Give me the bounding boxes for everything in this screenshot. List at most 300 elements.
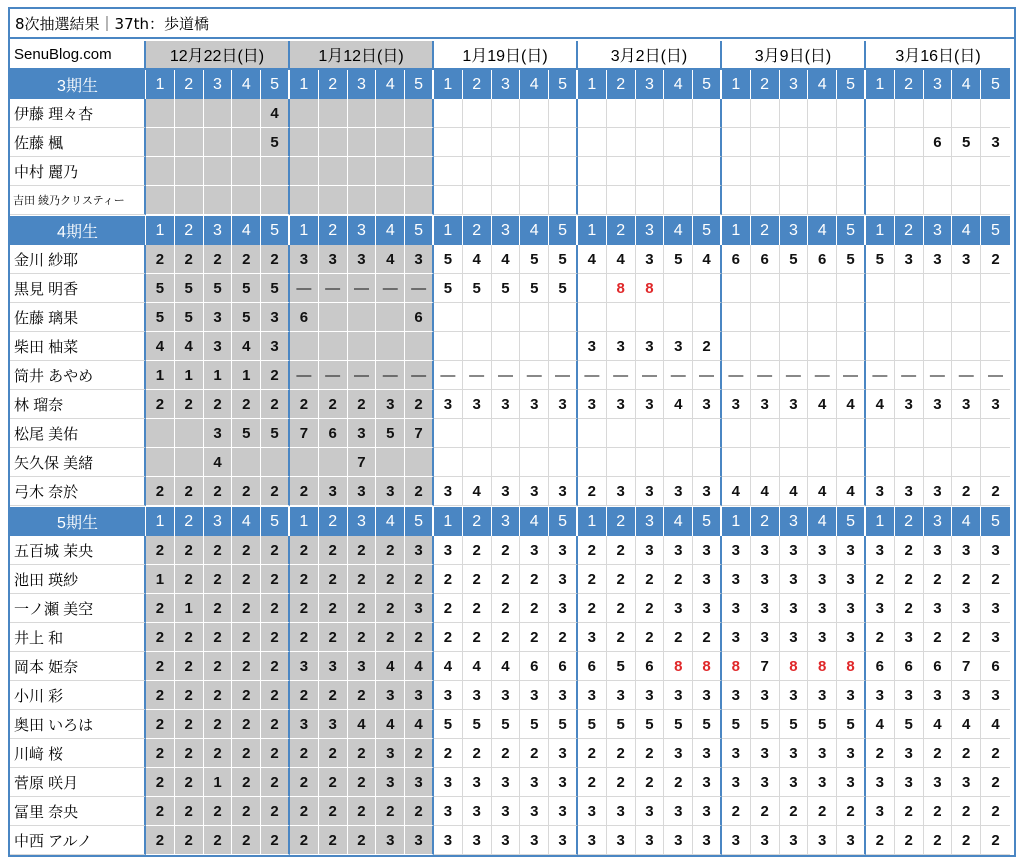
result-cell: 3 (434, 536, 463, 565)
result-cell: 5 (866, 245, 895, 274)
result-cell: 2 (261, 594, 290, 623)
result-cell: 6 (636, 652, 665, 681)
result-cell (204, 186, 233, 215)
slot-number: 5 (549, 70, 578, 99)
result-cell: 2 (319, 797, 348, 826)
result-cell: — (981, 361, 1010, 390)
result-cell: 2 (319, 768, 348, 797)
result-cell (520, 332, 549, 361)
result-cell: 3 (751, 565, 780, 594)
result-cell (290, 332, 319, 361)
member-name: 佐藤 楓 (10, 128, 146, 157)
result-cell (722, 186, 751, 215)
result-cell: 2 (146, 623, 175, 652)
member-row (10, 332, 1014, 361)
result-cell (319, 157, 348, 186)
slot-number: 2 (895, 70, 924, 99)
result-cell (693, 128, 722, 157)
result-cell: 3 (376, 768, 405, 797)
result-cell: 5 (549, 274, 578, 303)
result-cell: 3 (664, 536, 693, 565)
result-cell: 2 (232, 594, 261, 623)
result-cell (952, 419, 981, 448)
date-header-row (10, 41, 1014, 70)
result-cell (607, 186, 636, 215)
result-cell: 5 (578, 710, 607, 739)
member-name: 奥田 いろは (10, 710, 146, 739)
result-cell: 4 (492, 245, 521, 274)
slot-number: 3 (780, 216, 809, 245)
result-cell: 4 (578, 245, 607, 274)
result-cell: 5 (175, 303, 204, 332)
result-cell: 3 (578, 623, 607, 652)
result-cell: 8 (808, 652, 837, 681)
result-cell: 5 (549, 710, 578, 739)
result-cell: 2 (895, 594, 924, 623)
slot-number: 2 (463, 507, 492, 536)
result-cell: 2 (578, 477, 607, 506)
result-cell: 3 (578, 332, 607, 361)
result-cell (549, 99, 578, 128)
result-cell (837, 303, 866, 332)
result-cell: 2 (175, 477, 204, 506)
site-label: SenuBlog.com (10, 41, 146, 70)
result-cell (204, 128, 233, 157)
slot-number: 2 (319, 507, 348, 536)
result-cell (664, 128, 693, 157)
result-cell: 2 (319, 565, 348, 594)
result-cell (981, 157, 1010, 186)
result-cell: 3 (751, 536, 780, 565)
result-cell: 2 (146, 477, 175, 506)
result-cell: 6 (549, 652, 578, 681)
result-cell: 2 (981, 739, 1010, 768)
slot-number: 5 (549, 216, 578, 245)
result-cell: 2 (319, 623, 348, 652)
result-cell: 2 (146, 826, 175, 855)
result-cell: 3 (636, 681, 665, 710)
result-cell: 8 (664, 652, 693, 681)
result-cell (895, 274, 924, 303)
slot-number: 3 (636, 70, 665, 99)
result-cell: 3 (549, 565, 578, 594)
slot-number: 5 (261, 70, 290, 99)
result-cell: — (463, 361, 492, 390)
result-cell: 5 (952, 128, 981, 157)
result-cell: 2 (146, 710, 175, 739)
result-cell: — (607, 361, 636, 390)
slot-number: 2 (607, 70, 636, 99)
member-name: 菅原 咲月 (10, 768, 146, 797)
result-cell: 2 (895, 536, 924, 565)
result-cell: 3 (290, 245, 319, 274)
result-cell: 1 (204, 361, 233, 390)
result-cell: 3 (607, 332, 636, 361)
result-cell: 2 (520, 739, 549, 768)
member-row (10, 157, 1014, 186)
result-cell: 3 (780, 390, 809, 419)
result-cell: 3 (693, 681, 722, 710)
result-cell: 3 (924, 536, 953, 565)
slot-number: 4 (808, 216, 837, 245)
result-cell: 3 (549, 681, 578, 710)
result-cell: 6 (722, 245, 751, 274)
result-cell: 5 (175, 274, 204, 303)
result-cell (146, 186, 175, 215)
result-cell: 2 (204, 797, 233, 826)
result-cell: 2 (434, 594, 463, 623)
result-cell (664, 186, 693, 215)
result-cell: 4 (952, 710, 981, 739)
result-cell (405, 186, 434, 215)
result-cell: 2 (175, 565, 204, 594)
result-cell: 2 (693, 623, 722, 652)
result-cell: 3 (492, 797, 521, 826)
result-cell (549, 448, 578, 477)
member-row (10, 710, 1014, 739)
result-cell (520, 186, 549, 215)
result-cell: 4 (808, 390, 837, 419)
result-cell: 3 (405, 594, 434, 623)
result-cell (434, 99, 463, 128)
result-cell: 3 (636, 477, 665, 506)
result-cell: 3 (376, 739, 405, 768)
result-cell (607, 128, 636, 157)
slot-number: 5 (261, 507, 290, 536)
result-cell (866, 419, 895, 448)
result-cell (261, 448, 290, 477)
result-cell: 4 (376, 245, 405, 274)
result-cell (607, 448, 636, 477)
result-cell (837, 99, 866, 128)
date-header: 1月12日(日) (290, 41, 434, 70)
result-cell (751, 332, 780, 361)
result-cell (952, 332, 981, 361)
result-cell: 2 (952, 623, 981, 652)
result-cell: 2 (463, 594, 492, 623)
result-cell: 3 (319, 652, 348, 681)
result-cell: — (952, 361, 981, 390)
result-cell (895, 186, 924, 215)
result-cell: 8 (607, 274, 636, 303)
result-cell (319, 128, 348, 157)
result-cell: 3 (751, 390, 780, 419)
result-cell: 4 (463, 477, 492, 506)
result-cell: 2 (232, 245, 261, 274)
slot-number: 5 (981, 507, 1010, 536)
result-cell: 2 (290, 536, 319, 565)
result-cell (895, 419, 924, 448)
slot-number: 3 (924, 216, 953, 245)
result-cell: 3 (376, 477, 405, 506)
result-cell: 3 (319, 477, 348, 506)
result-cell: 2 (175, 623, 204, 652)
result-cell (780, 448, 809, 477)
result-cell: 6 (405, 303, 434, 332)
result-cell: 3 (780, 739, 809, 768)
result-cell: 3 (693, 826, 722, 855)
result-cell (751, 186, 780, 215)
result-cell: — (405, 361, 434, 390)
result-cell: 4 (376, 710, 405, 739)
date-header: 3月16日(日) (866, 41, 1010, 70)
result-cell (319, 186, 348, 215)
result-cell (348, 128, 377, 157)
result-cell (952, 186, 981, 215)
result-cell: 5 (751, 710, 780, 739)
result-cell: 4 (376, 652, 405, 681)
result-cell (952, 99, 981, 128)
slot-number: 4 (952, 70, 981, 99)
result-cell: 2 (348, 797, 377, 826)
result-cell: 2 (175, 797, 204, 826)
result-cell: 4 (492, 652, 521, 681)
result-cell: 2 (232, 739, 261, 768)
member-name: 金川 紗耶 (10, 245, 146, 274)
member-name: 黒見 明香 (10, 274, 146, 303)
result-cell: 3 (693, 797, 722, 826)
slot-number: 2 (607, 507, 636, 536)
slot-number: 3 (348, 70, 377, 99)
result-cell: — (319, 274, 348, 303)
result-cell: 3 (895, 477, 924, 506)
result-cell: 2 (232, 623, 261, 652)
result-cell: 2 (549, 623, 578, 652)
result-cell: — (319, 361, 348, 390)
result-cell: 3 (261, 303, 290, 332)
result-cell (952, 448, 981, 477)
result-cell: 3 (549, 768, 578, 797)
result-cell (924, 303, 953, 332)
slot-number: 3 (492, 70, 521, 99)
slot-number: 5 (981, 70, 1010, 99)
result-cell: 2 (607, 739, 636, 768)
result-cell: 5 (463, 274, 492, 303)
result-cell (751, 274, 780, 303)
result-cell: 2 (636, 594, 665, 623)
result-cell: 3 (434, 768, 463, 797)
result-cell: 2 (405, 390, 434, 419)
result-cell: 3 (463, 768, 492, 797)
result-cell: 3 (808, 768, 837, 797)
result-cell: 3 (376, 681, 405, 710)
result-cell: 6 (895, 652, 924, 681)
result-cell (808, 99, 837, 128)
result-cell: 2 (175, 710, 204, 739)
result-cell: 3 (693, 594, 722, 623)
result-cell: — (492, 361, 521, 390)
slot-number: 4 (232, 216, 261, 245)
result-cell: 3 (664, 739, 693, 768)
result-cell (981, 332, 1010, 361)
result-cell: 4 (693, 245, 722, 274)
member-name: 松尾 美佑 (10, 419, 146, 448)
result-cell (981, 186, 1010, 215)
result-cell: 3 (520, 536, 549, 565)
result-cell: 4 (463, 245, 492, 274)
result-cell (492, 157, 521, 186)
result-cell (924, 157, 953, 186)
result-cell: 2 (261, 652, 290, 681)
member-row (10, 448, 1014, 477)
result-cell: 2 (146, 390, 175, 419)
result-cell: 2 (952, 477, 981, 506)
result-cell (981, 448, 1010, 477)
result-cell (376, 448, 405, 477)
result-cell (146, 448, 175, 477)
result-cell: 5 (607, 652, 636, 681)
result-cell: 2 (204, 623, 233, 652)
result-cell: 3 (924, 390, 953, 419)
slot-number: 4 (952, 507, 981, 536)
result-cell (636, 128, 665, 157)
result-cell (578, 419, 607, 448)
slot-number: 5 (405, 216, 434, 245)
result-cell (607, 157, 636, 186)
result-cell: 3 (549, 390, 578, 419)
result-cell: 1 (175, 594, 204, 623)
slot-number: 5 (549, 507, 578, 536)
result-cell: 2 (981, 797, 1010, 826)
result-cell: 2 (204, 565, 233, 594)
result-cell (952, 157, 981, 186)
result-cell: 3 (549, 826, 578, 855)
result-cell: 2 (607, 565, 636, 594)
result-cell (866, 186, 895, 215)
result-cell: 2 (290, 681, 319, 710)
result-cell (780, 128, 809, 157)
member-row (10, 274, 1014, 303)
result-cell: 2 (319, 536, 348, 565)
result-cell: 4 (808, 477, 837, 506)
result-cell (319, 448, 348, 477)
result-cell: 4 (866, 390, 895, 419)
result-cell: 3 (636, 797, 665, 826)
member-row (10, 477, 1014, 506)
result-cell: 2 (348, 623, 377, 652)
member-name: 吉田 綾乃クリスティー (10, 186, 146, 215)
result-cell (808, 186, 837, 215)
result-cell: 3 (549, 477, 578, 506)
result-cell (751, 99, 780, 128)
result-cell: 6 (751, 245, 780, 274)
result-cell: 2 (232, 797, 261, 826)
result-cell: 2 (434, 623, 463, 652)
result-cell: 2 (463, 565, 492, 594)
result-cell: 2 (636, 768, 665, 797)
result-cell: 3 (981, 390, 1010, 419)
result-cell: 2 (204, 739, 233, 768)
result-cell (578, 448, 607, 477)
result-cell: 3 (837, 594, 866, 623)
result-cell (463, 448, 492, 477)
slot-number: 3 (492, 507, 521, 536)
member-row (10, 768, 1014, 797)
result-cell: 6 (924, 652, 953, 681)
result-cell (780, 274, 809, 303)
result-cell (837, 186, 866, 215)
result-cell (434, 186, 463, 215)
result-cell: — (376, 274, 405, 303)
result-cell: 2 (232, 652, 261, 681)
result-cell: 3 (693, 739, 722, 768)
member-row (10, 565, 1014, 594)
result-cell: 5 (492, 710, 521, 739)
result-cell: 4 (348, 710, 377, 739)
result-cell: 3 (693, 477, 722, 506)
result-cell (636, 157, 665, 186)
result-cell: 5 (520, 274, 549, 303)
result-cell: 6 (319, 419, 348, 448)
result-cell (290, 186, 319, 215)
result-cell: 2 (261, 477, 290, 506)
result-cell: 2 (837, 797, 866, 826)
slot-number: 1 (722, 216, 751, 245)
slot-number: 5 (837, 507, 866, 536)
result-cell (405, 448, 434, 477)
result-cell: 3 (348, 245, 377, 274)
result-cell (261, 157, 290, 186)
sheet-title: 8次抽選結果｜37th：歩道橋 (10, 9, 1014, 39)
result-cell: 2 (981, 477, 1010, 506)
result-cell (376, 128, 405, 157)
result-cell (578, 303, 607, 332)
group-header-row (10, 70, 1014, 99)
result-cell: 3 (463, 826, 492, 855)
result-cell: 3 (895, 245, 924, 274)
result-cell: 3 (780, 565, 809, 594)
result-cell: 5 (261, 274, 290, 303)
slot-number: 4 (376, 216, 405, 245)
result-cell: 5 (693, 710, 722, 739)
result-cell: 3 (693, 565, 722, 594)
result-cell (664, 419, 693, 448)
result-cell: 4 (146, 332, 175, 361)
result-cell (866, 157, 895, 186)
result-cell (434, 448, 463, 477)
slot-number: 1 (722, 507, 751, 536)
slot-number: 2 (895, 507, 924, 536)
result-cell: 2 (232, 681, 261, 710)
result-cell: 3 (808, 536, 837, 565)
slot-number: 2 (463, 216, 492, 245)
slot-number: 3 (780, 507, 809, 536)
result-cell (348, 157, 377, 186)
result-cell: 4 (664, 390, 693, 419)
result-cell: 3 (924, 594, 953, 623)
slot-number: 1 (434, 70, 463, 99)
result-cell (636, 99, 665, 128)
result-cell: 3 (376, 390, 405, 419)
slot-number: 1 (146, 70, 175, 99)
result-cell (693, 186, 722, 215)
slot-number: 1 (146, 507, 175, 536)
result-cell: 5 (780, 245, 809, 274)
member-row (10, 99, 1014, 128)
result-cell: 5 (376, 419, 405, 448)
result-cell (405, 157, 434, 186)
result-cell: 2 (290, 477, 319, 506)
slot-number: 4 (952, 216, 981, 245)
result-cell: 2 (319, 826, 348, 855)
result-cell: 3 (319, 710, 348, 739)
result-cell: 4 (866, 710, 895, 739)
result-cell (866, 99, 895, 128)
result-cell: 2 (319, 739, 348, 768)
result-cell: 2 (261, 245, 290, 274)
result-cell (780, 303, 809, 332)
result-cell: 2 (866, 826, 895, 855)
